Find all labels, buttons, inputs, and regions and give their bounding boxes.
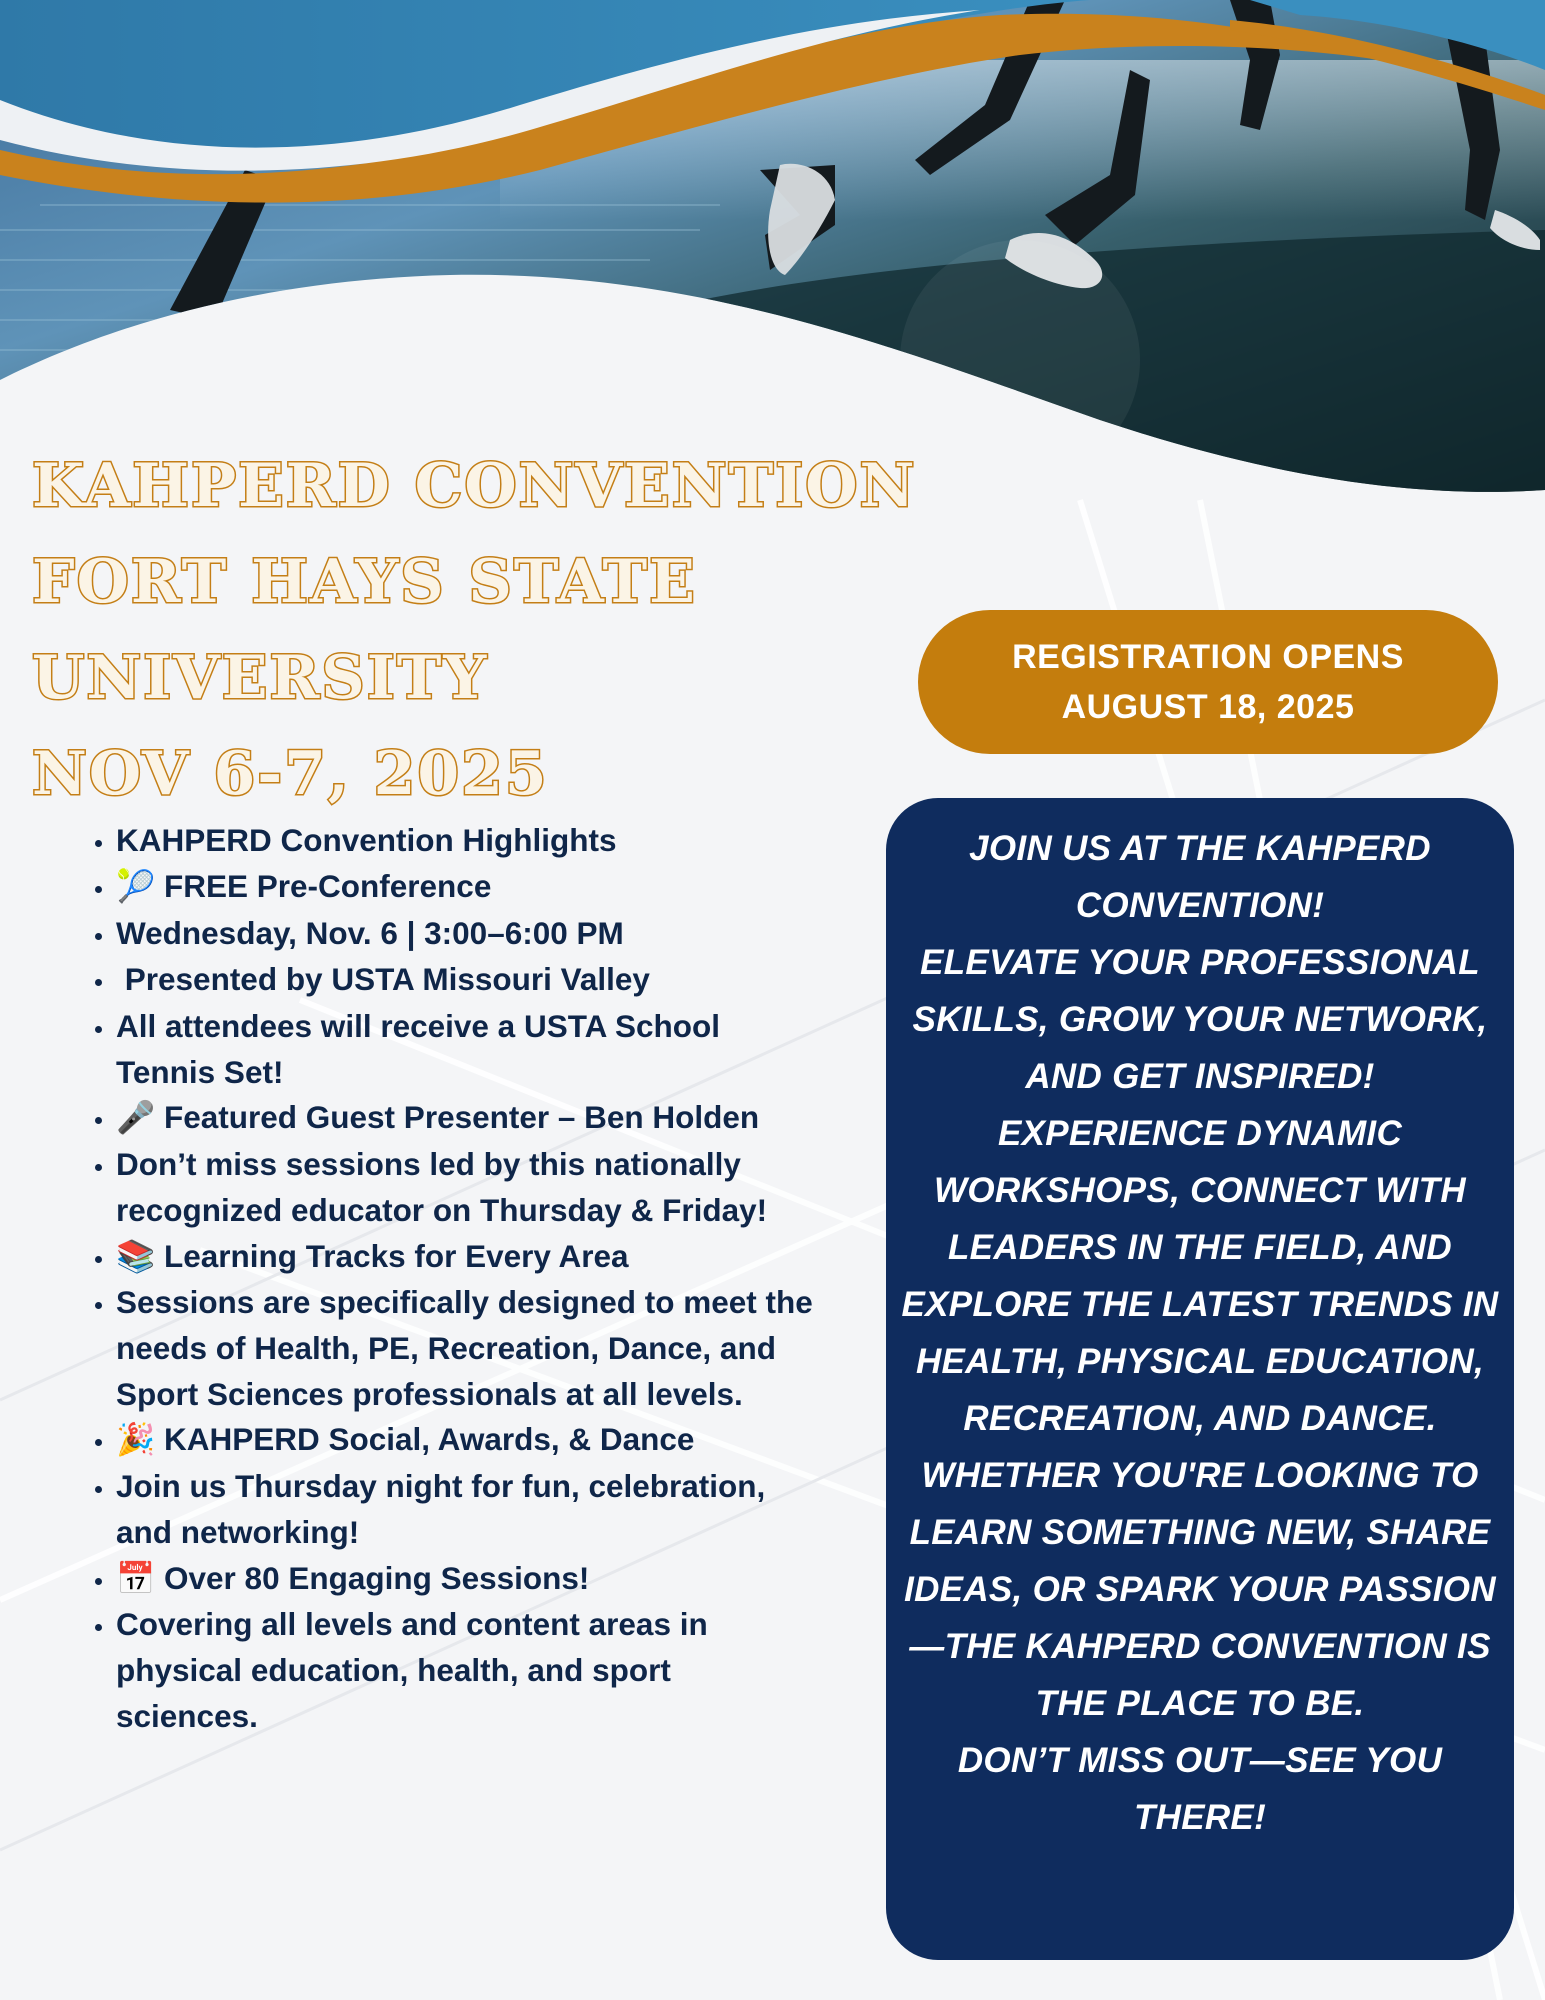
headline-line-1: KAHPERD CONVENTION — [32, 451, 917, 521]
list-item — [116, 1095, 816, 1141]
headline-line-4: NOV 6-7, 2025 — [32, 739, 549, 809]
highlight-text: KAHPERD Convention Highlights — [116, 822, 617, 858]
convention-highlights-list — [82, 818, 816, 1739]
list-item — [116, 864, 816, 910]
highlight-text: Over 80 Engaging Sessions! — [164, 1559, 590, 1596]
microphone-icon: 🎤 — [116, 1100, 156, 1137]
join-paragraph-3: EXPERIENCE DYNAMIC WORKSHOPS, CONNECT WITH LEADERS IN THE FIELD, AND EXPLORE THE LATEST TRENDS IN HEALTH, PHYSICAL EDUCATION, RECREATION, AND DANCE. — [901, 1114, 1499, 1438]
highlight-text: Featured Guest Presenter – Ben Holden — [164, 1099, 760, 1136]
join-paragraph-5: DON’T MISS OUT—SEE YOU THERE! — [957, 1741, 1443, 1837]
join-us-panel — [886, 798, 1514, 1960]
convention-headline — [32, 438, 916, 822]
list-item — [116, 1464, 816, 1556]
list-item — [116, 911, 816, 957]
headline-line-2: FORT HAYS STATE — [32, 547, 697, 617]
party-popper-icon: 🎉 — [116, 1422, 156, 1459]
highlight-text: All attendees will receive a USTA School Tennis Set! — [116, 1007, 720, 1091]
list-item — [116, 1556, 816, 1602]
highlight-text: Join us Thursday night for fun, celebration, and networking! — [116, 1467, 766, 1551]
highlight-text: Presented by USTA Missouri Valley — [116, 961, 650, 998]
highlight-text: KAHPERD Social, Awards, & Dance — [164, 1421, 695, 1458]
highlight-text: Don’t miss sessions led by this nationally recognized educator on Thursday & Friday! — [116, 1145, 768, 1229]
list-item — [116, 1234, 816, 1280]
registration-line-2: AUGUST 18, 2025 — [1061, 688, 1355, 726]
list-item — [116, 957, 816, 1003]
books-icon: 📚 — [116, 1238, 156, 1275]
list-item — [116, 1004, 816, 1096]
highlight-text: Sessions are specifically designed to meet the needs of Health, PE, Recreation, Dance, and Sport Sciences professionals at all levels. — [116, 1284, 813, 1412]
highlight-text: Wednesday, Nov. 6 | 3:00–6:00 PM — [116, 914, 624, 951]
list-item — [116, 1602, 816, 1739]
join-paragraph-2: ELEVATE YOUR PROFESSIONAL SKILLS, GROW YOUR NETWORK, AND GET INSPIRED! — [912, 943, 1488, 1096]
registration-line-1: REGISTRATION OPENS — [1012, 638, 1404, 676]
list-item — [116, 818, 816, 864]
list-item — [116, 1280, 816, 1417]
highlight-text: Covering all levels and content areas in physical education, health, and sport sciences. — [116, 1605, 708, 1734]
join-paragraph-1: JOIN US AT THE KAHPERD CONVENTION! — [969, 829, 1431, 925]
tennis-ball-icon: 🎾 — [116, 869, 156, 906]
join-paragraph-4: WHETHER YOU'RE LOOKING TO LEARN SOMETHING NEW, SHARE IDEAS, OR SPARK YOUR PASSION—THE KAHPERD CONVENTION IS THE PLACE TO BE. — [904, 1456, 1496, 1723]
highlight-text: Learning Tracks for Every Area — [164, 1237, 629, 1274]
list-item — [116, 1417, 816, 1463]
header-runner-photo — [0, 0, 1545, 500]
list-item — [116, 1142, 816, 1234]
registration-opens-badge — [918, 610, 1498, 754]
headline-line-3: UNIVERSITY — [32, 643, 489, 713]
calendar-icon: 📅 — [116, 1560, 156, 1597]
highlight-text: FREE Pre-Conference — [164, 868, 492, 905]
